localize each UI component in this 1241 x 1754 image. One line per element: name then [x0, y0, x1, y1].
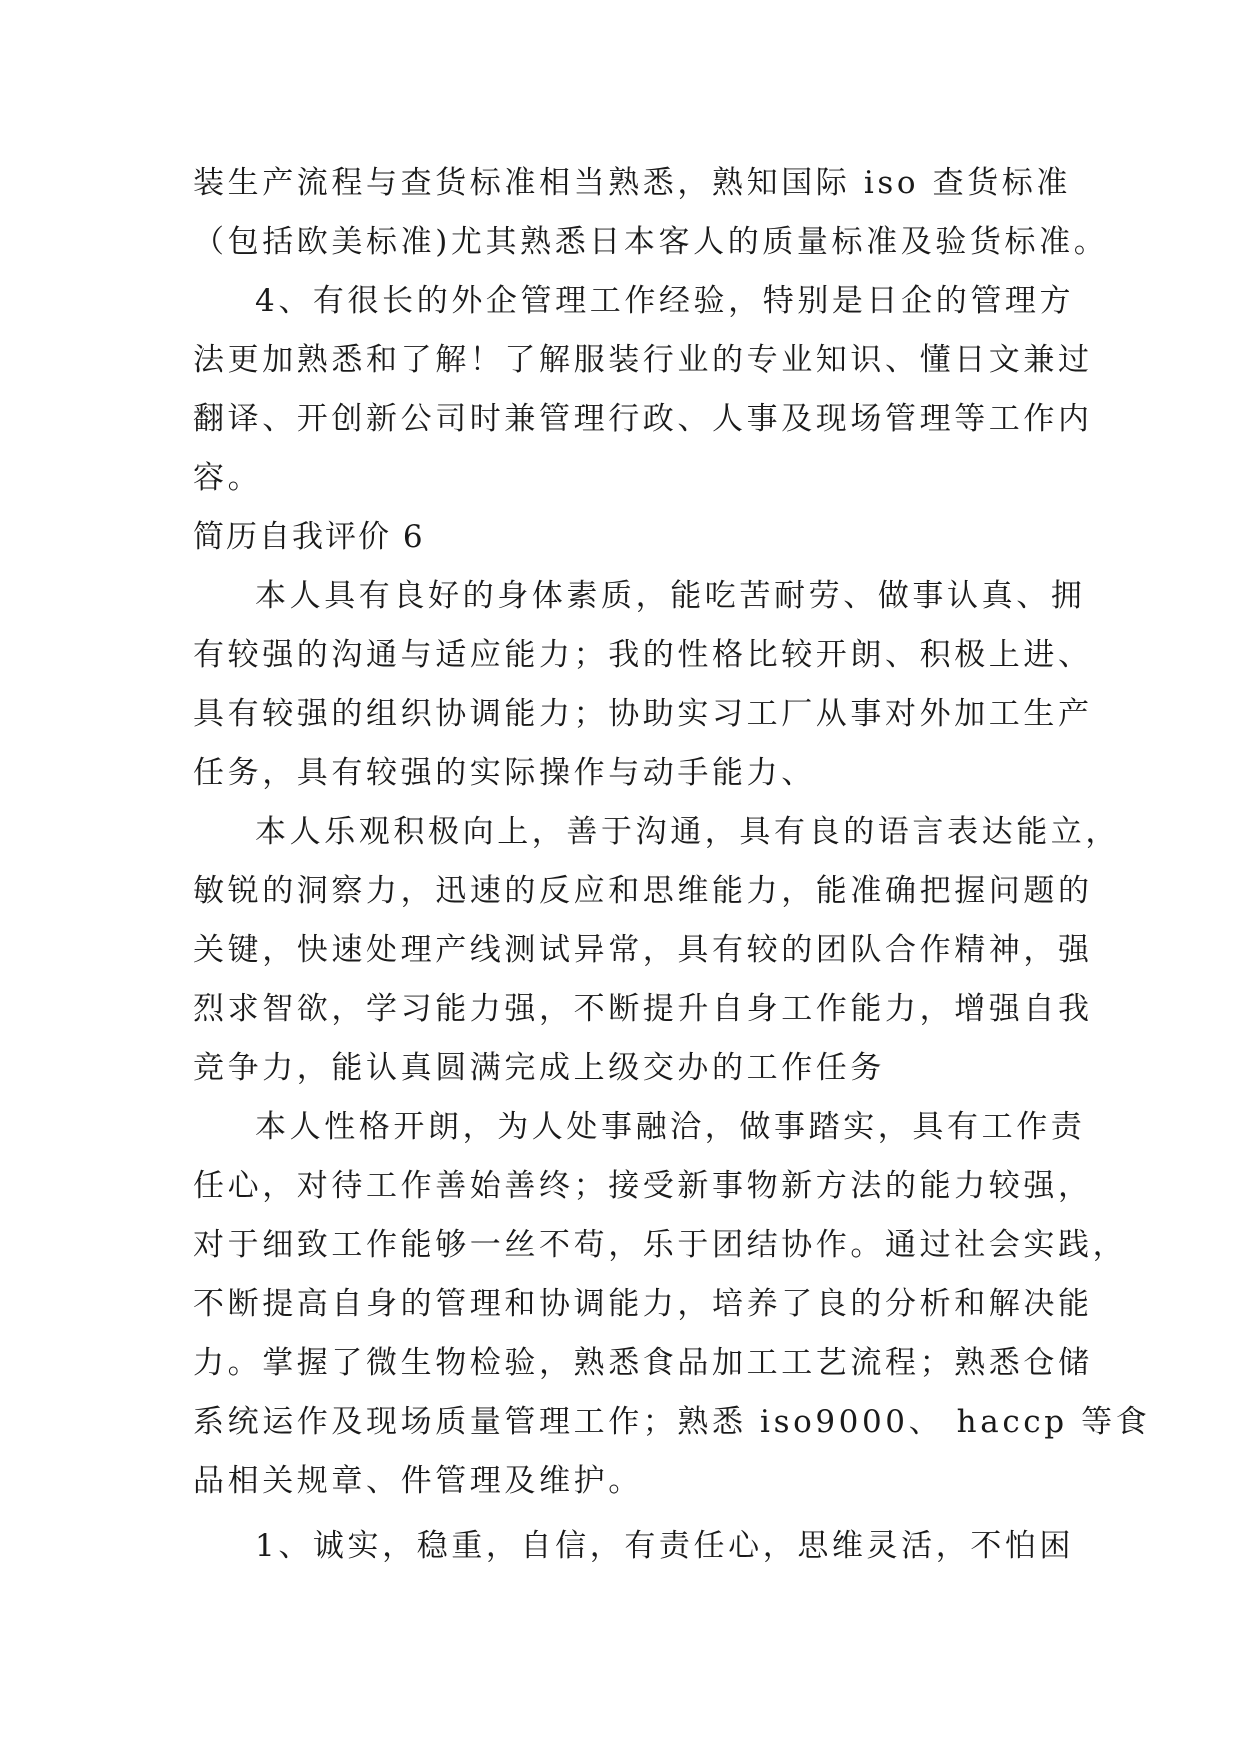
paragraph-line: 力。掌握了微生物检验，熟悉食品加工工艺流程；熟悉仓储 [193, 1345, 1093, 1381]
paragraph-line: 有较强的沟通与适应能力；我的性格比较开朗、积极上进、 [193, 637, 1093, 673]
paragraph-line: 系统运作及现场质量管理工作；熟悉 iso9000、 haccp 等食 [193, 1404, 1151, 1440]
paragraph-line: 本人性格开朗，为人处事融洽，做事踏实，具有工作责 [255, 1109, 1086, 1145]
paragraph-line: 任务，具有较强的实际操作与动手能力、 [193, 755, 816, 791]
paragraph-line: 装生产流程与查货标准相当熟悉，熟知国际 iso 查货标准 [193, 165, 1071, 201]
paragraph-line: 不断提高自身的管理和协调能力，培养了良的分析和解决能 [193, 1286, 1093, 1322]
paragraph-line: 任心，对待工作善始善终；接受新事物新方法的能力较强， [193, 1168, 1093, 1204]
paragraph-line: 本人具有良好的身体素质，能吃苦耐劳、做事认真、拥 [255, 578, 1086, 614]
paragraph-line: 敏锐的洞察力，迅速的反应和思维能力，能准确把握问题的 [193, 873, 1093, 909]
paragraph-line: 法更加熟悉和了解！了解服装行业的专业知识、懂日文兼过 [193, 342, 1093, 378]
paragraph-line: 对于细致工作能够一丝不苟，乐于团结协作。通过社会实践， [193, 1227, 1128, 1263]
paragraph-line: 具有较强的组织协调能力；协助实习工厂从事对外加工生产 [193, 696, 1093, 732]
paragraph-line: 本人乐观积极向上，善于沟通，具有良的语言表达能立， [255, 814, 1120, 850]
document-body [193, 154, 1151, 1576]
paragraph-line: 竞争力，能认真圆满完成上级交办的工作任务 [193, 1050, 885, 1086]
section-heading: 简历自我评价 6 [193, 519, 425, 555]
paragraph-line: 关键，快速处理产线测试异常，具有较的团队合作精神，强 [193, 932, 1093, 968]
paragraph-line: 1、诚实，稳重，自信，有责任心，思维灵活，不怕困 [255, 1528, 1075, 1564]
paragraph-line: 容。 [193, 460, 263, 496]
paragraph-line: 4、有很长的外企管理工作经验，特别是日企的管理方 [255, 283, 1075, 319]
paragraph-line: 烈求智欲，学习能力强，不断提升自身工作能力，增强自我 [193, 991, 1093, 1027]
paragraph-line: 品相关规章、件管理及维护。 [193, 1463, 643, 1499]
paragraph-line: 翻译、开创新公司时兼管理行政、人事及现场管理等工作内 [193, 401, 1093, 437]
paragraph-line: （包括欧美标准)尤其熟悉日本客人的质量标准及验货标准。 [193, 224, 1109, 260]
